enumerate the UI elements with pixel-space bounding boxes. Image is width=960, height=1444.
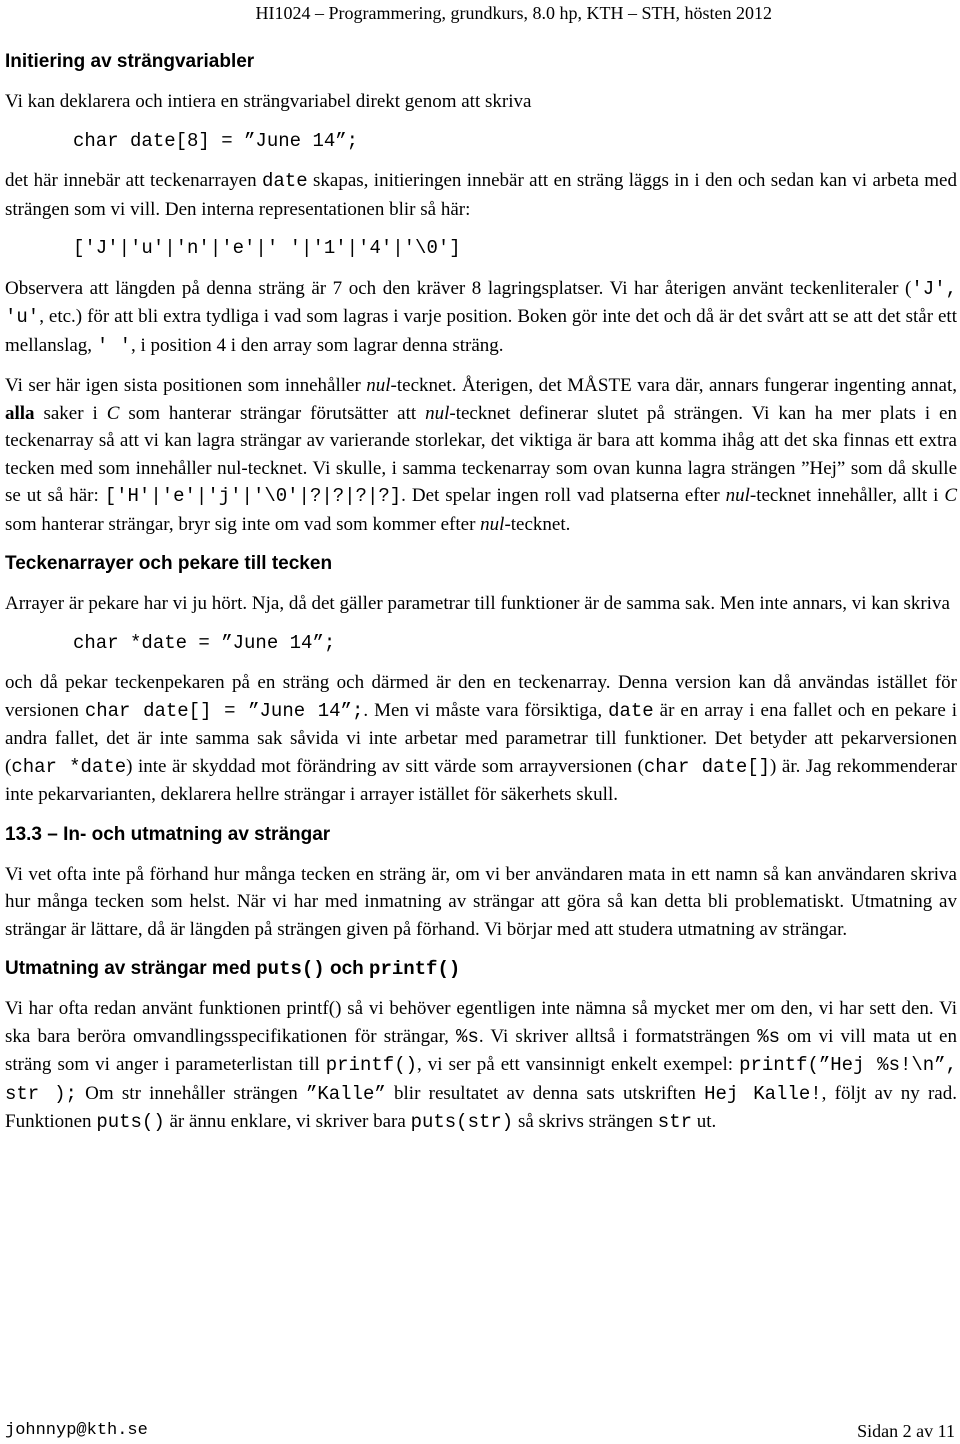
inline-code: puts(str): [410, 1111, 514, 1133]
inline-code: date: [261, 170, 308, 192]
strong: alla: [5, 402, 35, 424]
emphasis: nul: [480, 513, 505, 535]
inline-code: date: [608, 699, 654, 722]
paragraph: Vi vet ofta inte på förhand hur många tecken en sträng är, om vi ber användaren mata in ett namn så kan användaren skriva hur många tecken som helst. När vi har med inmatning av strängar att göra så kan detta bli problematiskt. Utmatning av strängar är lättare, då är längden på strängen given på förhand. Vi börjar med att studera utmatning av strängar.: [5, 863, 957, 940]
emphasis: nul: [366, 375, 391, 396]
inline-code: printf(): [369, 958, 461, 980]
paragraph: Vi har ofta redan använt funktionen printf() så vi behöver egentligen inte nämna så mycket mer om den, vi har sett den. Vi ska bara beröra omvandlingsspecifikationen för strängar, %s. Vi skriver alltså i formatsträngen %s om vi vill mata ut en sträng som vi anger i parameterlistan till printf(), vi ser på ett vansinnigt enkelt exempel: printf(”Hej %s!\n”, str ); Om str innehåller strängen ”Kalle” blir resultatet av denna sats utskriften Hej Kalle!, följt av ny rad. Funktionen puts() är ännu enklare, vi skriver bara puts(str) så skrivs strängen str ut.: [5, 998, 957, 1133]
code-example: char date[8] = ”June 14”;: [73, 129, 359, 152]
inline-code: Hej Kalle!: [704, 1082, 822, 1105]
paragraph: det här innebär att teckenarrayen date skapas, initieringen innebär att en sträng läggs in i den och sedan kan vi arbeta med strängen som vi vill. Den interna representationen blir så här:: [5, 170, 957, 220]
page-header: [256, 2, 772, 24]
section-heading-string-output: Utmatning av strängar med puts() och printf(): [5, 958, 461, 980]
inline-code: char date[] = ”June 14”;: [84, 699, 364, 722]
paragraph: Observera att längden på denna sträng är 7 och den kräver 8 lagringsplatser. Vi har återigen använt teckenliteraler ('J', 'u', etc.) för att bli extra tydliga i vad som lagras i varje position. Boken gör inte det och då är det svårt att se att det står ett mellanslag, ' ', i position 4 i den array som lagrar denna sträng.: [5, 277, 957, 357]
inline-code: puts(): [96, 1111, 165, 1133]
page-footer: [5, 1420, 955, 1442]
section-heading-string-init: Initiering av strängvariabler: [5, 51, 255, 72]
paragraph: Arrayer är pekare har vi ju hört. Nja, då det gäller parametrar till funktioner är de samma sak. Men inte annars, vi kan skriva: [5, 593, 950, 614]
paragraph: Vi ser här igen sista positionen som innehåller nul-tecknet. Återigen, det MÅSTE vara där, annars fungerar ingenting annat, alla saker i C som hanterar strängar förutsätter att nul-tecknet definerar slutet på strängen. Vi kan ha mer plats i en teckenarray så att vi kan lagra strängar av varierande storlekar, det viktiga är bara att komma ihåg att det ska finnas ett extra tecken med som innehåller nul-tecknet. Vi skulle, i samma teckenarray som ovan kunna lagra strängen ”Hej” som då skulle se ut så här: ['H'|'e'|'j'|'\0'|?|?|?|?]. Det spelar ingen roll vad platserna efter nul-tecknet innehåller, allt i C som hanterar strängar, bryr sig inte om vad som kommer efter nul-tecknet.: [5, 375, 957, 535]
section-heading-char-arrays: Teckenarrayer och pekare till tecken: [5, 553, 333, 574]
inline-code: printf(”Hej %s!\n”, str );: [5, 1054, 957, 1105]
inline-code: char date[]: [643, 755, 771, 778]
course-title: HI1024 – Programmering, grundkurs, 8.0 hp, KTH – STH, hösten 2012: [255, 3, 772, 23]
paragraph: Vi kan deklarera och intiera en strängvariabel direkt genom att skriva: [5, 91, 532, 112]
inline-code: ”Kalle”: [305, 1082, 386, 1105]
page-number: Sidan 2 av 11: [857, 1421, 955, 1441]
inline-code: %s: [456, 1025, 479, 1048]
inline-code: ['H'|'e'|'j'|'\0'|?|?|?|?]: [104, 485, 402, 507]
emphasis: C: [944, 485, 957, 506]
inline-code: puts(): [256, 958, 325, 980]
inline-code: ' ': [96, 334, 132, 357]
section-heading-string-io: 13.3 – In- och utmatning av strängar: [5, 823, 331, 845]
code-example: ['J'|'u'|'n'|'e'|' '|'1'|'4'|'\0']: [73, 237, 461, 259]
inline-code: str: [657, 1111, 693, 1133]
inline-code: 'J', 'u': [5, 277, 957, 328]
emphasis: nul: [725, 485, 750, 506]
paragraph: och då pekar teckenpekaren på en sträng och därmed är den en teckenarray. Denna version kan då användas istället för versionen char date[] = ”June 14”;. Men vi måste vara försiktiga, date är en array i ena fallet och en pekare i andra fallet, det är inte samma sak såvida vi inte arbetar med parametrar till funktioner. Det betyder att pekarversionen (char *date) inte är skyddad mot förändring av sitt värde som arrayversionen (char date[]) är. Jag rekommenderar inte pekarvarianten, deklarera hellre strängar i arrayer istället för säkerhets skull.: [5, 672, 958, 805]
emphasis: C: [106, 402, 120, 424]
inline-code: printf(): [325, 1054, 417, 1076]
document-body: [5, 48, 957, 1149]
inline-code: char *date: [11, 755, 127, 778]
inline-code: %s: [757, 1025, 781, 1048]
code-example: char *date = ”June 14”;: [73, 631, 336, 654]
author-email: johnnyp@kth.se: [5, 1421, 148, 1440]
emphasis: nul: [425, 402, 450, 424]
